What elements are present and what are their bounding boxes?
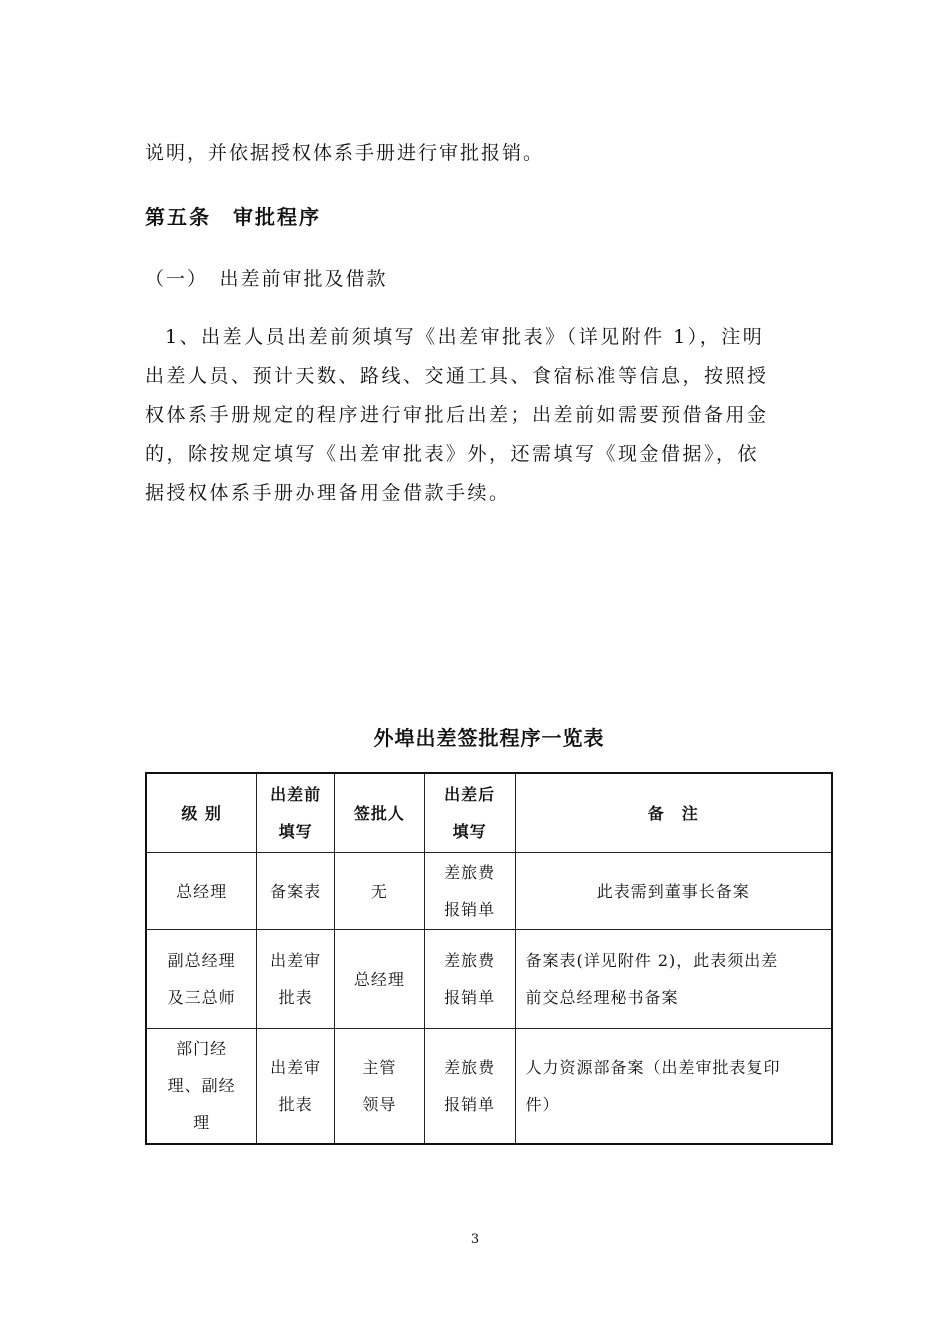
paragraph-line: 权体系手册规定的程序进行审批后出差；出差前如需要预借备用金 xyxy=(145,404,769,426)
table-row xyxy=(146,930,832,1029)
paragraph-line: 出差人员、预计天数、路线、交通工具、食宿标准等信息，按照授 xyxy=(145,365,769,387)
header-level: 级 别 xyxy=(146,773,257,853)
table-header-row xyxy=(146,773,832,853)
table-row xyxy=(146,1029,832,1144)
header-approver: 签批人 xyxy=(335,773,425,853)
cell-remarks: 此表需到董事长备案 xyxy=(515,853,832,930)
cell-approver: 总经理 xyxy=(335,930,425,1029)
article-heading: 第五条 审批程序 xyxy=(145,205,321,229)
cell-level: 总经理 xyxy=(146,853,257,930)
cell-remarks: 人力资源部备案（出差审批表复印 件） xyxy=(515,1029,832,1144)
cell-remarks: 备案表(详见附件 2)，此表须出差 前交总经理秘书备案 xyxy=(515,930,832,1029)
page-number: 3 xyxy=(470,1232,480,1247)
cell-level: 部门经 理、副经 理 xyxy=(146,1029,257,1144)
header-remarks: 备 注 xyxy=(515,773,832,853)
body-paragraph xyxy=(145,318,815,513)
cell-level: 副总经理 及三总师 xyxy=(146,930,257,1029)
table-title: 外埠出差签批程序一览表 xyxy=(373,726,605,750)
cell-approver: 无 xyxy=(335,853,425,930)
header-after: 出差后 填写 xyxy=(424,773,515,853)
cell-after: 差旅费 报销单 xyxy=(424,1029,515,1144)
intro-line: 说明，并依据授权体系手册进行审批报销。 xyxy=(145,142,545,164)
cell-before: 出差审 批表 xyxy=(257,930,335,1029)
header-before: 出差前 填写 xyxy=(257,773,335,853)
table-row xyxy=(146,853,832,930)
approval-table xyxy=(145,772,833,1145)
paragraph-line: 据授权体系手册办理备用金借款手续。 xyxy=(145,482,511,504)
cell-after: 差旅费 报销单 xyxy=(424,930,515,1029)
cell-after: 差旅费 报销单 xyxy=(424,853,515,930)
paragraph-line: 1、出差人员出差前须填写《出差审批表》（详见附件 1），注明 xyxy=(165,326,765,348)
cell-approver: 主管 领导 xyxy=(335,1029,425,1144)
paragraph-line: 的，除按规定填写《出差审批表》外，还需填写《现金借据》，依 xyxy=(145,443,760,465)
cell-before: 备案表 xyxy=(257,853,335,930)
cell-before: 出差审 批表 xyxy=(257,1029,335,1144)
section-heading: （一） 出差前审批及借款 xyxy=(145,268,388,290)
